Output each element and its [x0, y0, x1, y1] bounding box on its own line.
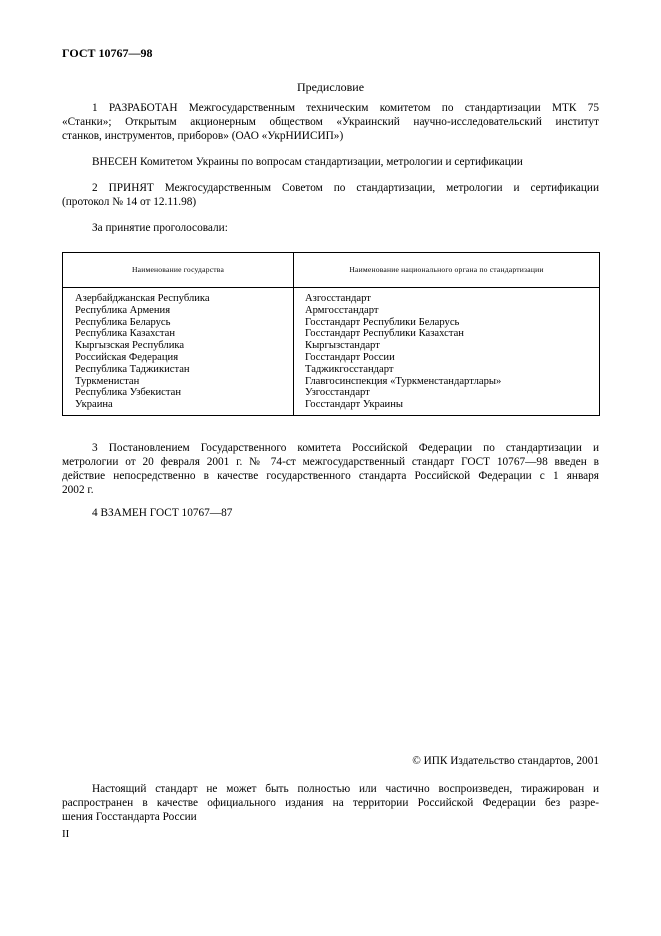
- voting-table: [62, 252, 600, 416]
- table-cell-state: Украина: [75, 399, 113, 411]
- paragraph-developed-by: [62, 101, 599, 143]
- bodies-column: [305, 293, 501, 411]
- table-cell-state: Российская Федерация: [75, 351, 179, 363]
- table-cell-state: Туркменистан: [75, 375, 140, 387]
- paragraph-adopted-by: [62, 181, 599, 209]
- paragraph-line: действие непосредственно в качестве государственного стандарта Российской Федерации с 1 января: [62, 470, 599, 482]
- paragraph-line: 3 Постановлением Государственного комитета Российской Федерации по стандартизации и: [92, 442, 599, 454]
- table-header-row: [63, 253, 599, 288]
- table-cell-state: Кыргызская Республика: [75, 340, 185, 352]
- paragraph-line: ВНЕСЕН Комитетом Украины по вопросам стандартизации, метрологии и сертификации: [92, 156, 523, 168]
- paragraph-line: «Станки»; Открытым акционерным обществом «Украинский научно-исследовательский институт: [62, 116, 599, 128]
- copyright-notice: © ИПК Издательство стандартов, 2001: [412, 755, 599, 767]
- table-cell-state: Республика Казахстан: [75, 328, 176, 340]
- table-cell-body: Госстандарт Республики Беларусь: [305, 316, 460, 328]
- states-column: [75, 293, 210, 411]
- table-cell-state: Республика Армения: [75, 304, 171, 316]
- paragraph-line: 2 ПРИНЯТ Межгосударственным Советом по стандартизации, метрологии и сертификации: [92, 182, 599, 194]
- paragraph-line: За принятие проголосовали:: [92, 222, 228, 234]
- table-cell-body: Главгосинспекция «Туркменстандартлары»: [305, 375, 502, 387]
- table-cell-state: Республика Таджикистан: [75, 363, 190, 375]
- document-code-header: ГОСТ 10767—98: [62, 46, 153, 60]
- paragraph-line: 4 ВЗАМЕН ГОСТ 10767—87: [92, 507, 233, 519]
- table-cell-body: Армгосстандарт: [305, 304, 379, 316]
- paragraph-reproduction-notice: [62, 782, 599, 824]
- paragraph-line: Настоящий стандарт не может быть полностью или частично воспроизведен, тиражирован и: [92, 783, 599, 795]
- table-cell-body: Таджикгосстандарт: [305, 363, 394, 375]
- paragraph-replaces: [62, 506, 599, 520]
- paragraph-voted: [62, 221, 599, 235]
- column-header-state: Наименование государства: [131, 265, 225, 274]
- section-title: Предисловие: [296, 80, 365, 94]
- table-cell-body: Узгосстандарт: [305, 387, 370, 399]
- column-header-body: Наименование национального органа по стандартизации: [349, 265, 544, 274]
- table-cell-body: Азгосстандарт: [305, 293, 371, 304]
- table-cell-body: Госстандарт Республики Казахстан: [305, 328, 464, 340]
- table-cell-body: Госстандарт России: [305, 351, 395, 363]
- page-number: II: [62, 828, 70, 840]
- paragraph-line: (протокол № 14 от 12.11.98): [62, 196, 197, 208]
- table-cell-state: Азербайджанская Республика: [75, 293, 210, 304]
- paragraph-introduced-by: [62, 155, 599, 169]
- paragraph-line: станков, инструментов, приборов» (ОАО «УкрНИИСИП»): [62, 130, 344, 142]
- paragraph-line: шения Госстандарта России: [62, 811, 197, 823]
- paragraph-line: 2002 г.: [62, 484, 94, 496]
- table-cell-state: Республика Узбекистан: [75, 387, 182, 399]
- paragraph-line: 1 РАЗРАБОТАН Межгосударственным техническим комитетом по стандартизации МТК 75: [92, 102, 599, 114]
- paragraph-line: метрологии от 20 февраля 2001 г. № 74-ст межгосударственный стандарт ГОСТ 10767—98 введен в: [62, 456, 599, 468]
- table-cell-body: Кыргызстандарт: [305, 340, 380, 352]
- paragraph-enacted: [62, 441, 599, 497]
- table-cell-state: Республика Беларусь: [75, 316, 171, 328]
- paragraph-line: распространен в качестве официального издания на территории Российской Федерации без разре-: [62, 797, 599, 809]
- table-cell-body: Госстандарт Украины: [305, 399, 403, 411]
